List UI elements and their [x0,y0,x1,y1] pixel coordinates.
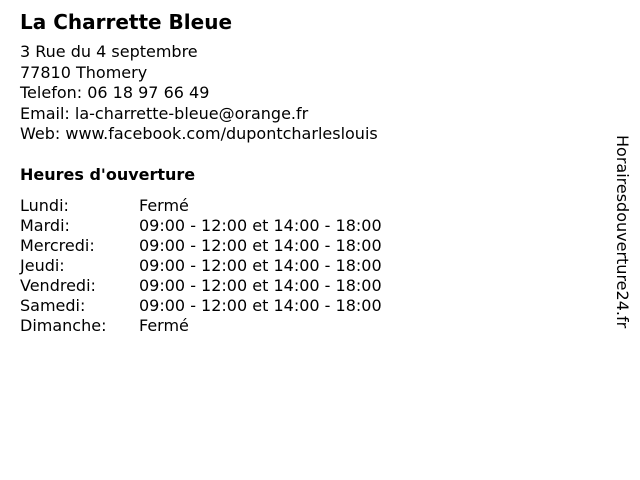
hours-time-value: Fermé [139,315,189,335]
hours-row-thursday [20,256,600,276]
hours-time-value: 09:00 - 12:00 et 14:00 - 18:00 [139,255,382,275]
hours-row-wednesday [20,236,600,256]
hours-day-label: Dimanche: [20,315,107,335]
hours-time-value: 09:00 - 12:00 et 14:00 - 18:00 [139,235,382,255]
business-card [20,10,600,336]
hours-day-label: Mercredi: [20,235,95,255]
hours-day-label: Lundi: [20,195,69,215]
business-name: La Charrette Bleue [20,10,233,34]
hours-time-value: 09:00 - 12:00 et 14:00 - 18:00 [139,215,382,235]
hours-day-label: Samedi: [20,295,86,315]
email-line: Email: la-charrette-bleue@orange.fr [20,103,309,123]
hours-day-label: Mardi: [20,215,70,235]
address-line-city: 77810 Thomery [20,62,148,82]
address-line-street: 3 Rue du 4 septembre [20,42,198,61]
hours-row-monday [20,196,600,216]
web-line: Web: www.facebook.com/dupontcharleslouis [20,124,378,143]
hours-row-friday [20,276,600,296]
hours-row-saturday [20,296,600,316]
phone-line: Telefon: 06 18 97 66 49 [20,83,210,102]
hours-time-value: 09:00 - 12:00 et 14:00 - 18:00 [139,275,382,295]
opening-hours-title: Heures d'ouverture [20,164,196,184]
opening-hours-table [20,196,600,336]
side-brand-watermark: Horairesdouverture24.fr [613,135,632,329]
hours-time-value: Fermé [139,195,189,215]
hours-day-label: Vendredi: [20,275,96,295]
hours-day-label: Jeudi: [20,255,65,275]
hours-row-sunday [20,316,600,336]
hours-time-value: 09:00 - 12:00 et 14:00 - 18:00 [139,295,382,315]
hours-row-tuesday [20,216,600,236]
